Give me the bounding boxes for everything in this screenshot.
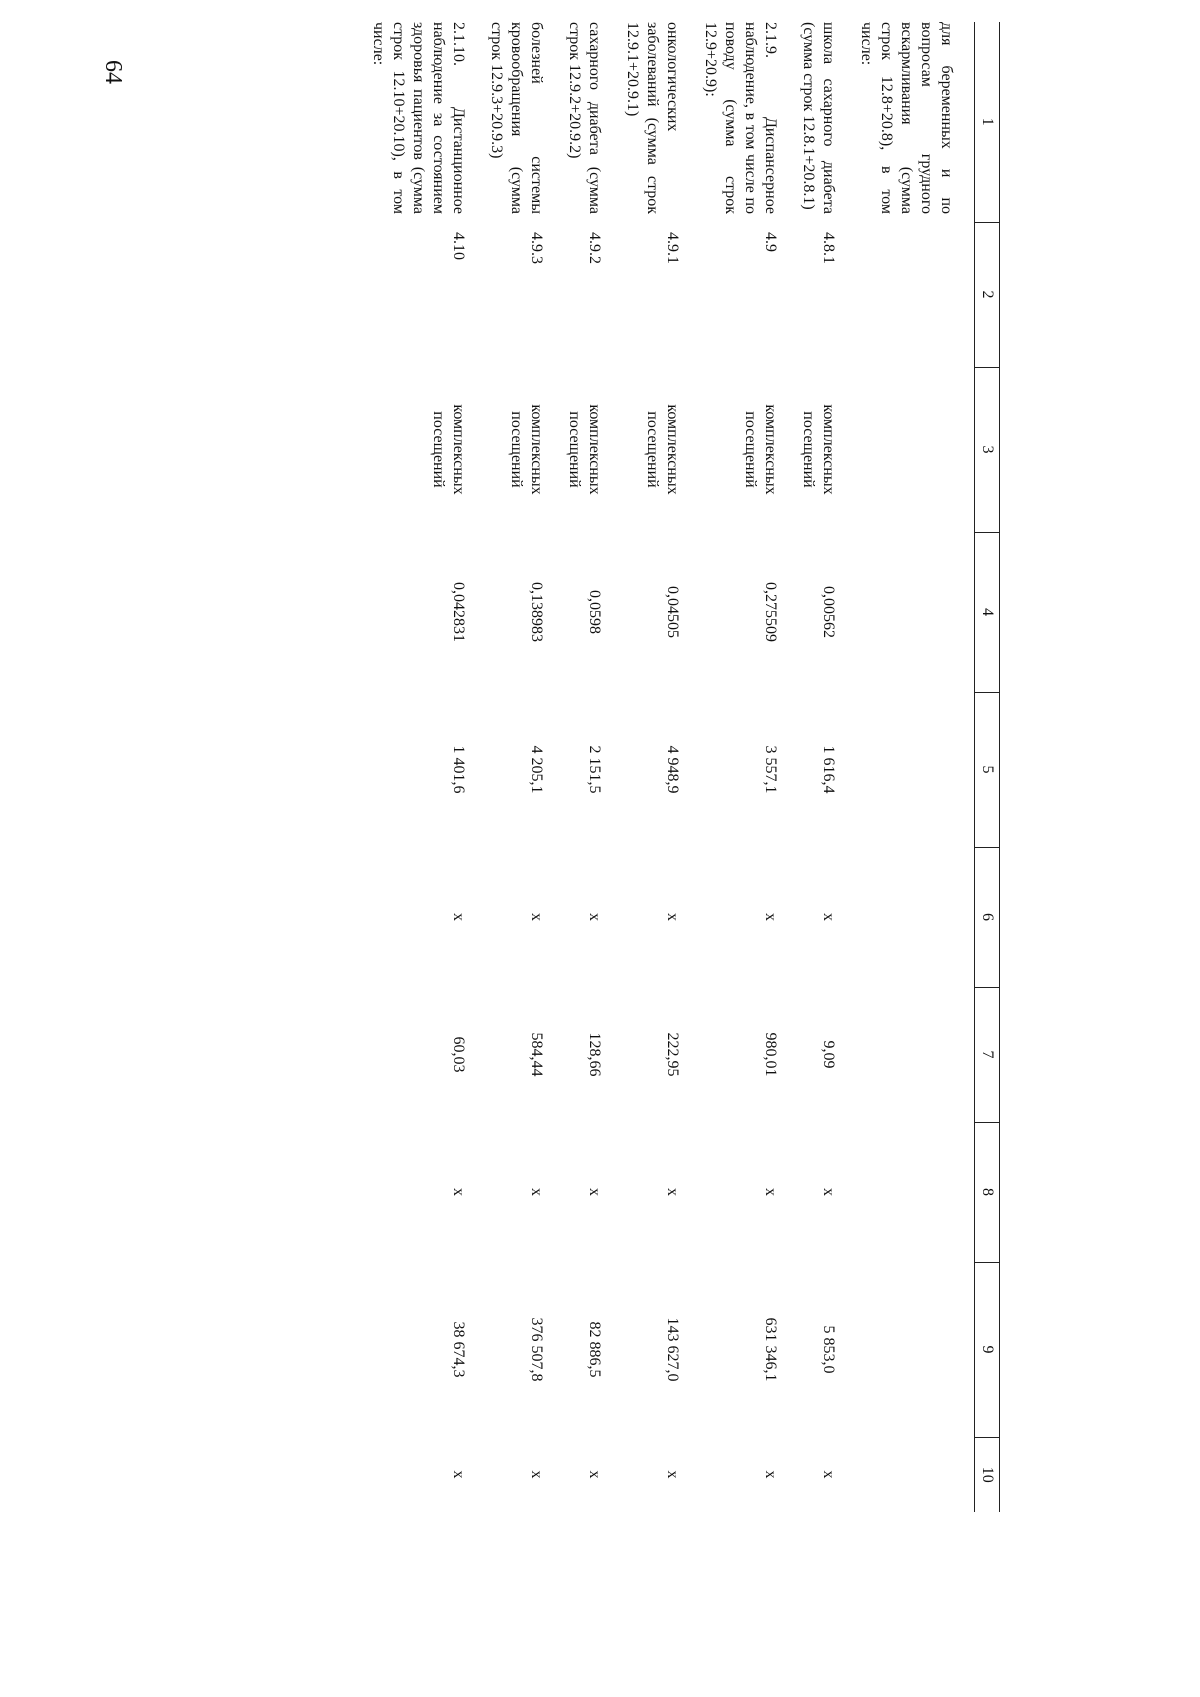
row-col5: 4 948,9 [664, 745, 681, 794]
col-num-7: 7 [975, 987, 1000, 1122]
row-col10: х [762, 1470, 779, 1479]
row-col7: 584,44 [528, 1032, 545, 1077]
row-unit: комплексных посещений [430, 404, 467, 495]
row-col7: 9,09 [820, 1040, 837, 1069]
row-col9: 376 507,8 [528, 1317, 545, 1382]
table-row [486, 22, 564, 1512]
row-code [856, 222, 975, 367]
col-num-5: 5 [975, 692, 1000, 847]
row-col6: х [820, 913, 837, 921]
row-col4: 0,275509 [762, 582, 779, 642]
row-col6 [856, 847, 975, 987]
row-col7 [856, 987, 975, 1122]
row-col6: х [762, 913, 779, 921]
row-col10: х [528, 1470, 545, 1479]
col-num-10: 10 [975, 1437, 1000, 1512]
row-name: для беременных и по вопросам грудного вскармливания (сумма строк 12.8+20.8), в том числе: [858, 22, 955, 214]
row-unit: комплексных посещений [566, 404, 603, 495]
row-unit: комплексных посещений [644, 404, 681, 495]
row-col8: х [586, 1188, 603, 1196]
row-name: сахарного диабета (сумма строк 12.9.2+20.9.2) [566, 22, 603, 214]
row-col4: 0,00562 [820, 586, 837, 638]
column-number-header [975, 22, 1000, 1512]
row-col7: 222,95 [664, 1032, 681, 1077]
row-code: 4.9.3 [528, 232, 545, 264]
row-col10 [856, 1437, 975, 1512]
row-col4 [856, 532, 975, 692]
row-col5: 4 205,1 [528, 745, 545, 794]
row-col9: 38 674,3 [450, 1321, 467, 1378]
table-row [798, 22, 856, 1512]
row-name: 2.1.9. Диспансерное наблюдение, в том числе по поводу (сумма строк 12.9+20.9): [702, 22, 779, 214]
row-code: 4.9.2 [586, 232, 603, 264]
row-col7: 128,66 [586, 1032, 603, 1077]
col-num-4: 4 [975, 532, 1000, 692]
table-row [856, 22, 975, 1512]
row-col5: 1 616,4 [820, 745, 837, 794]
row-unit: комплексных посещений [508, 404, 545, 495]
row-name: школа сахарного диабета (сумма строк 12.8.1+20.8.1) [800, 22, 837, 214]
row-col8 [856, 1122, 975, 1262]
row-col4: 0,04505 [664, 586, 681, 638]
row-col6: х [664, 913, 681, 921]
row-col4: 0,042831 [450, 582, 467, 642]
row-col9: 82 886,5 [586, 1321, 603, 1378]
col-num-9: 9 [975, 1262, 1000, 1437]
row-col9: 5 853,0 [820, 1325, 837, 1374]
table-body [368, 22, 975, 1512]
row-col8: х [450, 1188, 467, 1196]
row-col10: х [664, 1470, 681, 1479]
row-col8: х [820, 1188, 837, 1196]
row-unit: комплексных посещений [742, 404, 779, 495]
row-col7: 60,03 [450, 1036, 467, 1073]
row-col5: 3 557,1 [762, 745, 779, 794]
col-num-1: 1 [975, 22, 1000, 222]
page-number: 64 [100, 60, 126, 84]
row-col4: 0,138983 [528, 582, 545, 642]
row-code: 4.10 [450, 232, 467, 260]
row-col9: 631 346,1 [762, 1317, 779, 1382]
row-code: 4.9.1 [664, 232, 681, 264]
row-col8: х [762, 1188, 779, 1196]
row-col10: х [450, 1470, 467, 1479]
financing-table [368, 22, 1000, 1512]
table-row [368, 22, 486, 1512]
row-col5 [856, 692, 975, 847]
row-unit [856, 367, 975, 532]
row-col7: 980,01 [762, 1032, 779, 1077]
col-num-8: 8 [975, 1122, 1000, 1262]
row-col9: 143 627,0 [664, 1317, 681, 1382]
col-num-6: 6 [975, 847, 1000, 987]
rotated-table-wrapper [180, 22, 1000, 1512]
row-col6: х [586, 913, 603, 921]
row-col4: 0,0598 [586, 590, 603, 634]
row-name: онкологических заболеваний (сумма строк 12.9.1+20.9.1) [624, 22, 681, 214]
col-num-2: 2 [975, 222, 1000, 367]
column-number-row [975, 22, 1000, 1512]
row-unit: комплексных посещений [800, 404, 837, 495]
row-col6: х [450, 913, 467, 921]
row-col9 [856, 1262, 975, 1437]
table-row [622, 22, 700, 1512]
row-col8: х [528, 1188, 545, 1196]
row-code: 4.8.1 [820, 232, 837, 264]
row-code: 4.9 [762, 232, 779, 252]
row-col6: х [528, 913, 545, 921]
table-row [564, 22, 622, 1512]
row-col10: х [586, 1470, 603, 1479]
row-col5: 2 151,5 [586, 745, 603, 794]
row-col5: 1 401,6 [450, 745, 467, 794]
table-row [700, 22, 798, 1512]
row-name: болезней системы кровообращения (сумма строк 12.9.3+20.9.3) [488, 22, 545, 214]
row-col10: х [820, 1470, 837, 1479]
col-num-3: 3 [975, 367, 1000, 532]
row-col8: х [664, 1188, 681, 1196]
row-name: 2.1.10. Дистанционное наблюдение за состоянием здоровья пациентов (сумма строк 12.10+20.10), в том числе: [370, 22, 467, 214]
